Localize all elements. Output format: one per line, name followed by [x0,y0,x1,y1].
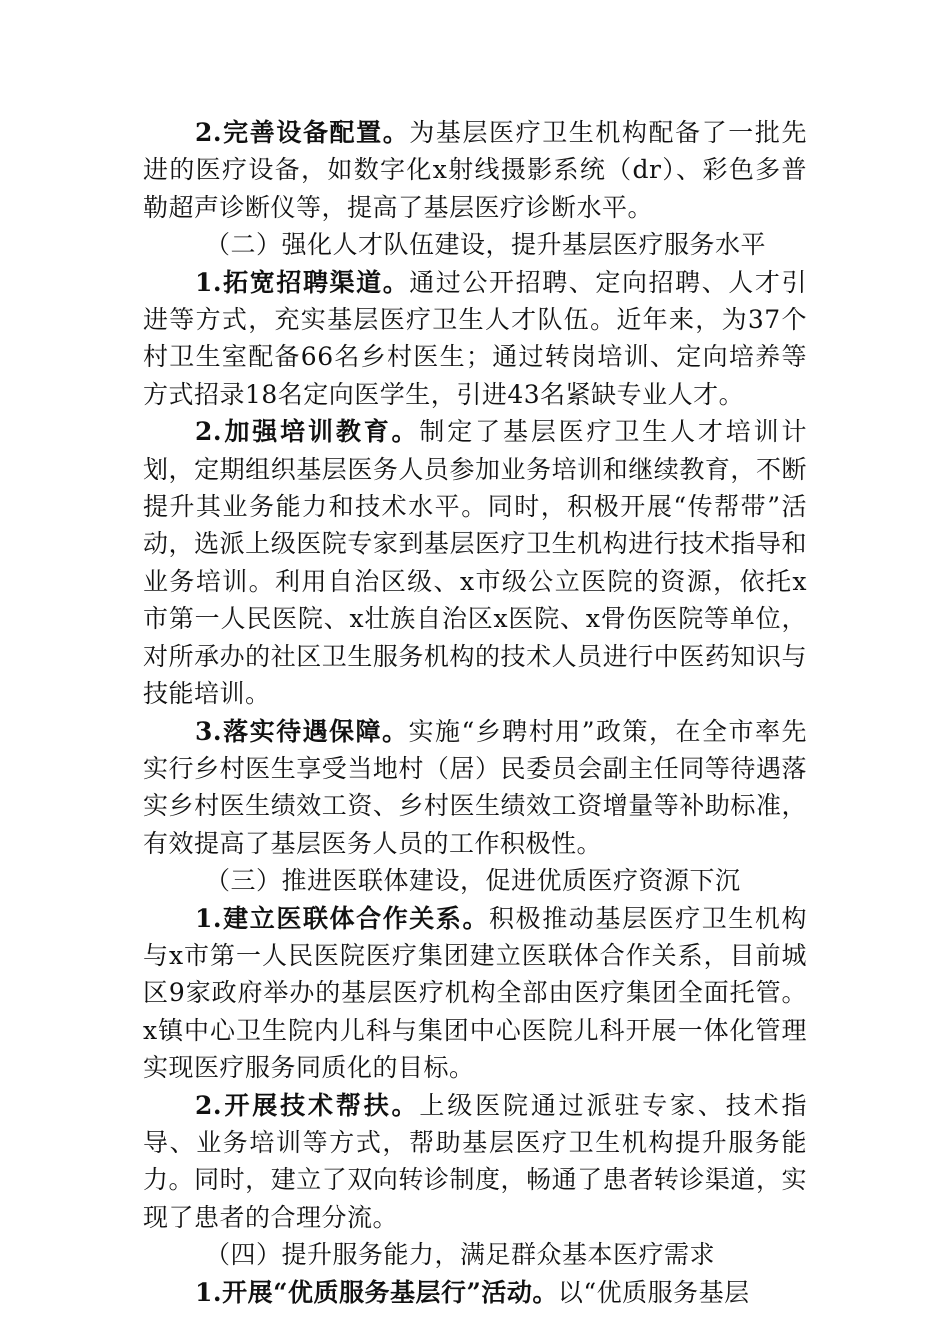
paragraph-equipment [143,114,807,226]
paragraph-heading: 2.加强培训教育。 [195,417,420,447]
paragraph-text: 以“优质服务基层 [557,1277,750,1307]
section-heading-service-capacity: （四）提升服务能力，满足群众基本医疗需求 [205,1240,716,1270]
paragraph-text: 积极推动基层医疗卫生机构与x市第一人民医院医疗集团建立医联体合作关系，目前城区9家政府举办的基层医疗机构全部由医疗集团全面托管。x镇中心卫生院内儿科与集团中心医院儿科开展一体化管理实现医疗服务同质化的目标。 [143,903,807,1083]
paragraph-recruitment [143,264,807,414]
paragraph-heading: 2.开展技术帮扶。 [195,1090,420,1120]
paragraph-text: 制定了基层医疗卫生人才培训计划，定期组织基层医务人员参加业务培训和继续教育，不断提升其业务能力和技术水平。同时，积极开展“传帮带”活动，选派上级医院专家到基层医疗卫生机构进行技术指导和业务培训。利用自治区级、x市级公立医院的资源，依托x市第一人民医院、x壮族自治区x医院、x骨伤医院等单位，对所承办的社区卫生服务机构的技术人员进行中医药知识与技能培训。 [143,417,807,709]
paragraph-alliance-cooperation [143,900,807,1087]
section-heading-talent: （二）强化人才队伍建设，提升基层医疗服务水平 [205,230,767,260]
document-body [143,114,807,1311]
paragraph-technical-support [143,1087,807,1237]
paragraph-benefits [143,713,807,863]
paragraph-heading: 3.落实待遇保障。 [195,716,409,746]
paragraph-heading: 2.完善设备配置。 [195,118,410,147]
paragraph-text: 实施“乡聘村用”政策，在全市率先实行乡村医生享受当地村（居）民委员会副主任同等待遇落实乡村医生绩效工资、乡村医生绩效工资增量等补助标准，有效提高了基层医务人员的工作积极性。 [143,716,807,858]
paragraph-heading: 1.拓宽招聘渠道。 [195,267,410,297]
paragraph-text: 通过公开招聘、定向招聘、人才引进等方式，充实基层医疗卫生人才队伍。近年来，为37个村卫生室配备66名乡村医生；通过转岗培训、定向培养等方式招录18名定向医学生，引进43名紧缺专业人才。 [143,267,807,409]
paragraph-heading: 1.建立医联体合作关系。 [195,903,490,933]
paragraph-quality-service [143,1274,807,1311]
section-heading-medical-alliance: （三）推进医联体建设，促进优质医疗资源下沉 [205,866,741,896]
paragraph-text: 上级医院通过派驻专家、技术指导、业务培训等方式，帮助基层医疗卫生机构提升服务能力。同时，建立了双向转诊制度，畅通了患者转诊渠道，实现了患者的合理分流。 [143,1090,807,1232]
paragraph-text: 为基层医疗卫生机构配备了一批先进的医疗设备，如数字化x射线摄影系统（dr）、彩色多普勒超声诊断仪等，提高了基层医疗诊断水平。 [143,118,807,222]
paragraph-training [143,413,807,712]
paragraph-heading: 1.开展“优质服务基层行”活动。 [195,1277,558,1307]
